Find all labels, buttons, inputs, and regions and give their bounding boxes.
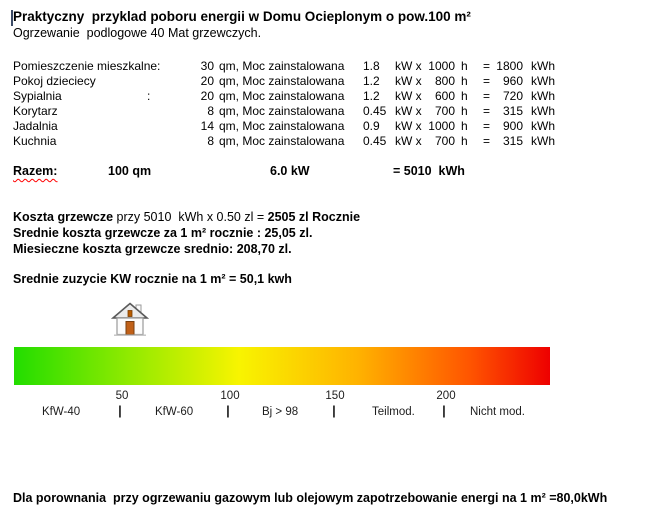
totals-label: Razem: <box>13 164 58 178</box>
room-power-value: 0.45 <box>363 134 387 148</box>
heating-cost-calc: przy 5010 kWh x 0.50 zl = <box>113 210 268 224</box>
house-icon <box>111 302 149 343</box>
kw-x-label: kW x <box>395 104 422 118</box>
totals-area-value: 100 qm <box>108 164 152 178</box>
hours-unit-label: h <box>461 104 468 118</box>
room-name: Pokoj dzieciecy <box>13 74 96 88</box>
scale-label: KfW-60 <box>155 406 194 418</box>
room-kwh-value: 315 <box>502 134 523 148</box>
room-unit-label: qm, Moc zainstalowana <box>219 59 345 73</box>
equals-sign: = <box>483 119 491 133</box>
room-kwh-value: 315 <box>502 104 523 118</box>
scale-tick: | <box>226 403 230 418</box>
energy-gradient-bar <box>14 347 550 385</box>
room-name: Jadalnia <box>13 119 58 133</box>
room-hours-value: 600 <box>434 89 455 103</box>
room-hours-value: 1000 <box>428 59 455 73</box>
room-area-value: 20 <box>200 89 214 103</box>
scale-number: 100 <box>220 390 240 402</box>
comparison-line: Dla porownania przy ogrzewaniu gazowym lub olejowym zapotrzebowanie energi na 1 m² =80,0kWh <box>13 491 608 505</box>
room-colon: : <box>147 89 151 103</box>
scale-label: Bj > 98 <box>262 406 299 418</box>
room-area-value: 8 <box>207 134 214 148</box>
table-row <box>13 104 658 119</box>
avg-usage-line: Srednie zuzycie KW rocznie na 1 m² = 50,1 kwh <box>13 272 292 286</box>
hours-unit-label: h <box>461 74 468 88</box>
table-row <box>13 89 658 104</box>
equals-sign: = <box>483 59 491 73</box>
kw-x-label: kW x <box>395 119 422 133</box>
equals-sign: = <box>483 104 491 118</box>
room-power-value: 1.2 <box>363 74 380 88</box>
room-kwh-value: 720 <box>502 89 523 103</box>
costs-block <box>13 209 360 257</box>
kwh-unit-label: kWh <box>531 74 555 88</box>
room-unit-label: qm, Moc zainstalowana <box>219 89 345 103</box>
scale-tick: | <box>118 403 122 418</box>
hours-unit-label: h <box>461 59 468 73</box>
room-kwh-value: 960 <box>502 74 523 88</box>
kwh-unit-label: kWh <box>531 119 555 133</box>
room-kwh-value: 900 <box>502 119 523 133</box>
room-name: Pomieszczenie mieszkalne: <box>13 59 161 73</box>
room-power-value: 0.9 <box>363 119 380 133</box>
kwh-unit-label: kWh <box>531 59 555 73</box>
kw-x-label: kW x <box>395 134 422 148</box>
table-row <box>13 119 658 134</box>
room-hours-value: 700 <box>434 104 455 118</box>
cost-per-m2-line: Srednie koszta grzewcze za 1 m² rocznie : 25,05 zl. <box>13 226 313 240</box>
room-power-value: 1.2 <box>363 89 380 103</box>
scale-label: Teilmod. <box>372 406 415 418</box>
kwh-unit-label: kWh <box>531 134 555 148</box>
room-unit-label: qm, Moc zainstalowana <box>219 104 345 118</box>
room-area-value: 8 <box>207 104 214 118</box>
equals-sign: = <box>483 134 491 148</box>
room-power-value: 1.8 <box>363 59 380 73</box>
scale-label: Nicht mod. <box>470 406 525 418</box>
scale-tick: | <box>332 403 336 418</box>
kwh-unit-label: kWh <box>531 104 555 118</box>
hours-unit-label: h <box>461 134 468 148</box>
kwh-unit-label: kWh <box>531 89 555 103</box>
energy-scale <box>0 385 666 425</box>
totals-power-value: 6.0 kW <box>270 164 310 178</box>
room-unit-label: qm, Moc zainstalowana <box>219 119 345 133</box>
heating-cost-result: 2505 zl Rocznie <box>267 210 361 224</box>
table-row <box>13 134 658 149</box>
page-title: Praktyczny przyklad poboru energii w Domu Ocieplonym o pow.100 m² <box>13 9 471 24</box>
hours-unit-label: h <box>461 119 468 133</box>
room-hours-value: 700 <box>434 134 455 148</box>
kw-x-label: kW x <box>395 59 422 73</box>
room-name: Kuchnia <box>13 134 57 148</box>
scale-number: 150 <box>325 390 345 402</box>
monthly-cost-line: Miesieczne koszta grzewcze srednio: 208,70 zl. <box>13 242 292 256</box>
scale-number: 200 <box>436 390 456 402</box>
room-area-value: 14 <box>200 119 214 133</box>
room-hours-value: 1000 <box>428 119 455 133</box>
rooms-table <box>13 59 658 149</box>
kw-x-label: kW x <box>395 74 422 88</box>
scale-label: KfW-40 <box>42 406 81 418</box>
room-hours-value: 800 <box>434 74 455 88</box>
room-area-value: 20 <box>200 74 214 88</box>
room-unit-label: qm, Moc zainstalowana <box>219 74 345 88</box>
room-power-value: 0.45 <box>363 104 387 118</box>
room-unit-label: qm, Moc zainstalowana <box>219 134 345 148</box>
kw-x-label: kW x <box>395 89 422 103</box>
heating-cost-line <box>13 209 360 225</box>
room-area-value: 30 <box>200 59 214 73</box>
table-row <box>13 59 658 74</box>
table-row <box>13 74 658 89</box>
scale-tick: | <box>442 403 446 418</box>
heating-cost-prefix: Koszta grzewcze <box>13 210 114 224</box>
room-name: Sypialnia <box>13 89 62 103</box>
totals-energy-value: = 5010 kWh <box>393 164 465 178</box>
equals-sign: = <box>483 89 491 103</box>
equals-sign: = <box>483 74 491 88</box>
room-name: Korytarz <box>13 104 58 118</box>
scale-number: 50 <box>115 390 129 402</box>
room-kwh-value: 1800 <box>496 59 523 73</box>
page-subtitle: Ogrzewanie podlogowe 40 Mat grzewczych. <box>13 26 262 40</box>
hours-unit-label: h <box>461 89 468 103</box>
